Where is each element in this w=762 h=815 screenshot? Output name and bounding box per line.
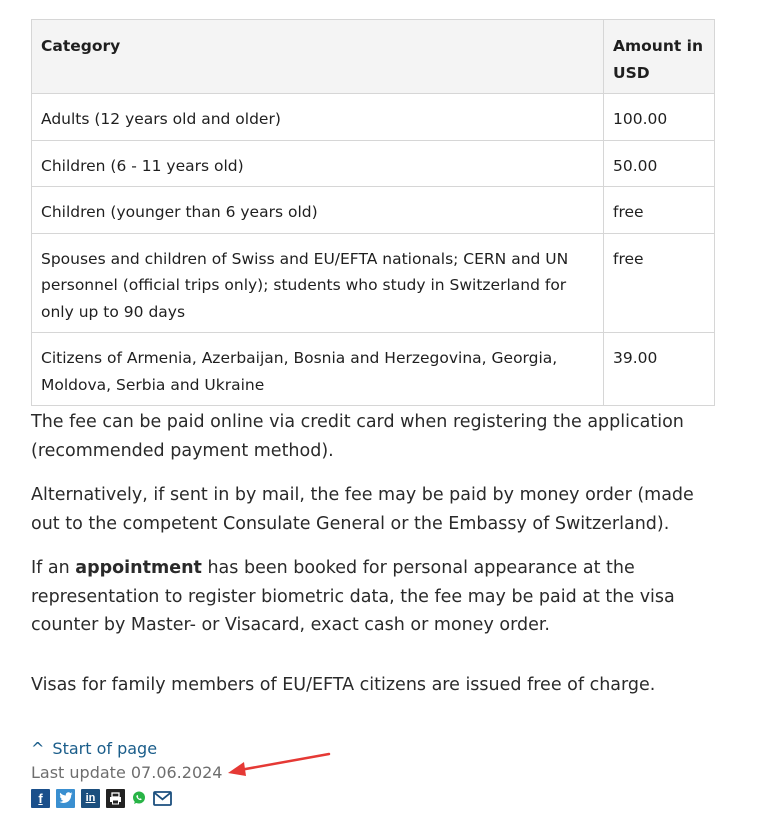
facebook-icon[interactable]: f xyxy=(31,789,50,808)
family-visa-paragraph: Visas for family members of EU/EFTA citizens are issued free of charge. xyxy=(31,675,656,695)
column-header-category: Category xyxy=(32,20,604,94)
amount-cell: free xyxy=(604,233,715,333)
online-payment-paragraph: The fee can be paid online via credit card when registering the application (recommended payment method). xyxy=(31,412,684,461)
amount-cell: 39.00 xyxy=(604,333,715,406)
amount-cell: 50.00 xyxy=(604,140,715,187)
category-cell: Children (6 - 11 years old) xyxy=(32,140,604,187)
mail-icon[interactable] xyxy=(153,789,172,808)
table-row xyxy=(32,94,715,141)
last-update: Last update 07.06.2024 xyxy=(31,763,223,782)
linkedin-icon[interactable]: in xyxy=(81,789,100,808)
start-of-page-label: Start of page xyxy=(52,739,158,758)
amount-cell: free xyxy=(604,187,715,234)
print-icon[interactable] xyxy=(106,789,125,808)
caret-up-icon: ^ xyxy=(31,739,45,758)
social-share-bar xyxy=(31,788,178,808)
mail-payment-paragraph: Alternatively, if sent in by mail, the fee may be paid by money order (made out to the competent Consulate General or the Embassy of Switzerland). xyxy=(31,485,694,534)
table-row xyxy=(32,187,715,234)
whatsapp-icon[interactable] xyxy=(131,789,147,808)
appointment-text-pre: If an xyxy=(31,558,76,578)
table-row xyxy=(32,333,715,406)
column-header-amount: Amount in USD xyxy=(604,20,715,94)
category-cell: Spouses and children of Swiss and EU/EFTA nationals; CERN and UN personnel (official trips only); students who study in Switzerland for only up to 90 days xyxy=(32,233,604,333)
red-arrow-annotation xyxy=(226,752,332,778)
appointment-bold: appointment xyxy=(75,558,202,578)
category-cell: Adults (12 years old and older) xyxy=(32,94,604,141)
appointment-text-post: has been booked for personal appearance at the representation to register biometric data, the fee may be paid at the visa counter by Master- or Visacard, exact cash or money order. xyxy=(31,558,675,635)
amount-cell: 100.00 xyxy=(604,94,715,141)
category-cell: Citizens of Armenia, Azerbaijan, Bosnia and Herzegovina, Georgia, Moldova, Serbia and Ukraine xyxy=(32,333,604,406)
fee-table xyxy=(31,19,715,406)
appointment-paragraph xyxy=(31,554,711,640)
category-cell: Children (younger than 6 years old) xyxy=(32,187,604,234)
table-row xyxy=(32,140,715,187)
start-of-page-link[interactable] xyxy=(31,739,157,759)
twitter-icon[interactable] xyxy=(56,789,75,808)
table-header-row xyxy=(32,20,715,94)
table-row xyxy=(32,233,715,333)
